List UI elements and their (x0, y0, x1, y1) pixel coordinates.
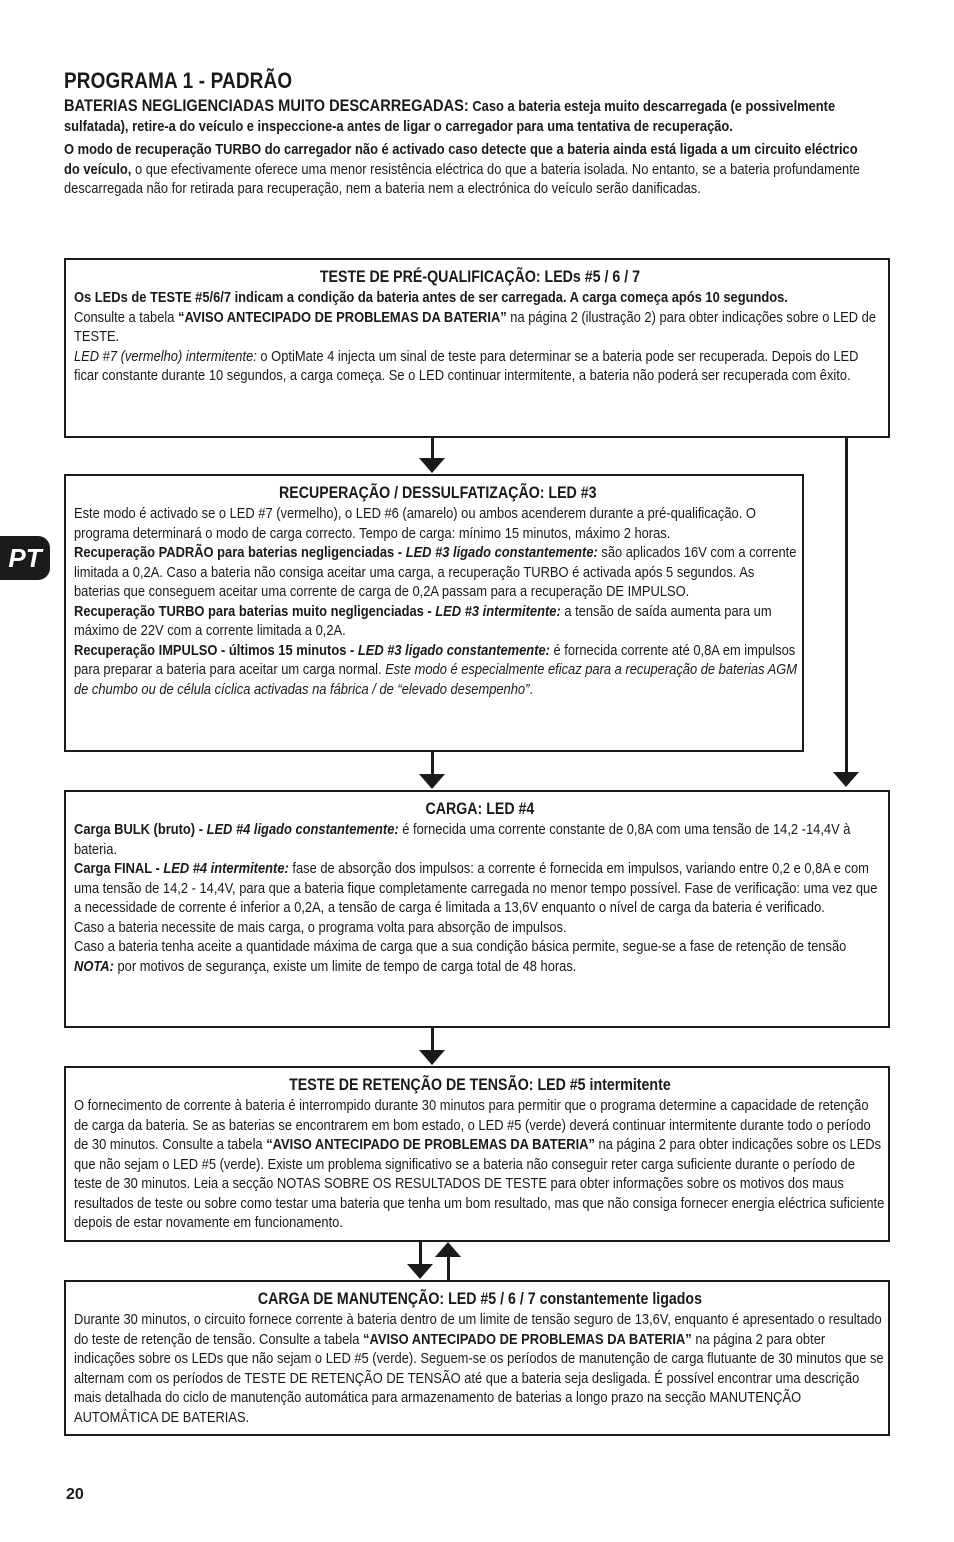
charge-p3: Caso a bateria necessite de mais carga, o programa volta para absorção de impulsos. (74, 918, 567, 936)
charge-box (64, 790, 890, 1028)
charge-note: NOTA: por motivos de segurança, existe um limite de tempo de carga total de 48 horas. (74, 957, 577, 975)
voltage-retention-p1: O fornecimento de corrente à bateria é interrompido durante 30 minutos para permitir que o programa determine a capacidade de retenção de carga da bateria. Se as baterias se encontrarem em bom estado, o LED #5 (verde) deverá continuar intermitente durante todo o período de 30 minutos. Consulte a tabela “AVISO ANTECIPADO DE PROBLEMAS DA BATERIA” na página 2 para obter indicações sobre os LEDs que não sejam o LED #5 (verde). Existe um problema significativo se a bateria não conseguir reter carga suficiente durante o período de teste de 30 minutos. Leia a secção NOTAS SOBRE OS RESULTADOS DE TESTE para obter informações sobre os motivos dos maus resultados de teste ou sobre como testar uma bateria que tenha um bom resultado, mas que não consiga fornecer energia eléctrica suficiente depois de estar novamente em funcionamento. (74, 1097, 885, 1231)
page-number: 20 (66, 1486, 84, 1503)
charge-heading: CARGA: LED #4 (425, 800, 535, 818)
maintenance-box (64, 1280, 890, 1436)
intro-paragraph-1: BATERIAS NEGLIGENCIADAS MUITO DESCARREGADAS: Caso a bateria esteja muito descarregada (e possivelmente sulfatada), retire-a do veículo e inspeccione-a antes de ligar o carregador para uma tentativa de recuperação. (64, 96, 836, 135)
charge-p1: Carga BULK (bruto) - LED #4 ligado constantemente: é fornecida uma corrente constante de 0,8A com uma tensão de 14,2 -14,4V à bateria. (74, 821, 851, 858)
prequalification-p2: Consulte a tabela “AVISO ANTECIPADO DE PROBLEMAS DA BATERIA” na página 2 (ilustração 2) para obter indicações sobre o LED de TESTE. (74, 308, 877, 345)
voltage-retention-box (64, 1066, 890, 1242)
recovery-p4: Recuperação IMPULSO - últimos 15 minutos - LED #3 ligado constantemente: é fornecida corrente até 0,8A em impulsos para preparar a bateria para aceitar um carga normal. Este modo é especialmente eficaz para a recuperação de baterias AGM de chumbo ou de célula cíclica activadas na fábrica / de “elevado desempenho”. (74, 641, 798, 698)
intro-section (64, 66, 864, 203)
program-title: PROGRAMA 1 - PADRÃO (64, 68, 293, 93)
recovery-p2: Recuperação PADRÃO para baterias negligenciadas - LED #3 ligado constantemente: são aplicados 16V com a corrente limitada a 0,2A. Caso a bateria não consiga aceitar uma carga, a recuperação TURBO é activada após 5 segundos. As baterias que conseguem aceitar uma corrente de carga de 0,2A passam para a recuperação DE IMPULSO. (74, 544, 797, 600)
bypass-arrow-head-icon (833, 772, 859, 787)
arrow-5-head-icon (435, 1242, 461, 1257)
arrow-1-head-icon (419, 458, 445, 473)
arrow-5-shaft (447, 1256, 450, 1280)
arrow-4-head-icon (407, 1264, 433, 1279)
charge-p2: Carga FINAL - LED #4 intermitente: fase de absorção dos impulsos: a corrente é fornecida em impulsos, variando entre 0,2 e 0,8A e com uma tensão de 14,2 - 14,4V, para que a bateria fique completamente carregada no menor tempo possível. Fase de verificação: uma vez que a necessidade de corrente é inferior a 0,2A, a tensão de carga é limitada a 13,6V enquanto o nível de carga da bateria é verificado. (74, 860, 878, 916)
arrow-4-shaft (419, 1242, 422, 1266)
arrow-3-shaft (431, 1028, 434, 1052)
maintenance-heading: CARGA DE MANUTENÇÃO: LED #5 / 6 / 7 constantemente ligados (257, 1290, 703, 1308)
arrow-1-shaft (431, 438, 434, 460)
voltage-retention-heading: TESTE DE RETENÇÃO DE TENSÃO: LED #5 intermitente (289, 1076, 671, 1094)
charge-p4: Caso a bateria tenha aceite a quantidade máxima de carga que a sua condição básica permite, segue-se a fase de retenção de tensão (74, 938, 847, 955)
bypass-arrow-shaft (845, 438, 848, 774)
recovery-p1: Este modo é activado se o LED #7 (vermelho), o LED #6 (amarelo) ou ambos acenderem durante a pré-qualificação. O programa determinará o modo de carga correcto. Tempo de carga: mínimo 15 minutos, máximo 2 horas. (74, 505, 756, 542)
arrow-3-head-icon (419, 1050, 445, 1065)
language-tab: PT (0, 536, 50, 580)
prequalification-p1: Os LEDs de TESTE #5/6/7 indicam a condição da bateria antes de ser carregada. A carga começa após 10 segundos. (74, 289, 788, 306)
recovery-p3: Recuperação TURBO para baterias muito negligenciadas - LED #3 intermitente: a tensão de saída aumenta para um máximo de 22V com a corrente limitada a 0,2A. (74, 602, 772, 639)
prequalification-box (64, 258, 890, 438)
prequalification-heading: TESTE DE PRÉ-QUALIFICAÇÃO: LEDs #5 / 6 / 7 (319, 268, 640, 286)
recovery-heading: RECUPERAÇÃO / DESSULFATIZAÇÃO: LED #3 (279, 484, 597, 502)
prequalification-p3: LED #7 (vermelho) intermitente: o OptiMate 4 injecta um sinal de teste para determinar se a bateria pode ser recuperada. Depois do LED ficar constante durante 10 segundos, a carga começa. Se o LED continuar intermitente, a bateria não poderá ser recuperada com êxito. (74, 347, 859, 384)
maintenance-p1: Durante 30 minutos, o circuito fornece corrente à bateria dentro de um limite de tensão seguro de 13,6V, enquanto é apresentado o resultado do teste de retenção de tensão. Consulte a tabela “AVISO ANTECIPADO DE PROBLEMAS DA BATERIA” na página 2 para obter indicações sobre os LEDs que não sejam o LED #5 (verde). Seguem-se os períodos de manutenção de carga flutuante de 30 minutos que se alternam com os períodos de TESTE DE RETENÇÃO DE TENSÃO até que a bateria seja desligada. É possível encontrar uma descrição mais detalhada do ciclo de manutenção automática para armazenamento de baterias a longo prazo na secção MANUTENÇÃO AUTOMÁTICA DE BATERIAS. (74, 1311, 884, 1426)
arrow-2-shaft (431, 752, 434, 776)
intro-paragraph-2: O modo de recuperação TURBO do carregador não é activado caso detecte que a bateria ainda está ligada a um circuito eléctrico do veículo, o que efectivamente oferece uma menor resistência eléctrica do que a bateria isolada. No entanto, se a bateria profundamente descarregada não for retirada para recuperação, nem a bateria nem a electrónica do veículo serão danificadas. (64, 141, 860, 197)
recovery-box (64, 474, 804, 752)
arrow-2-head-icon (419, 774, 445, 789)
